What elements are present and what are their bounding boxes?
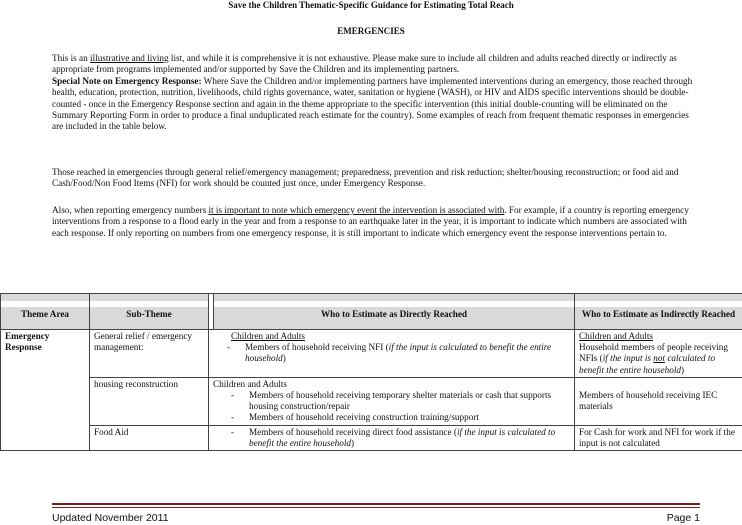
footer-rule-thin <box>52 507 700 508</box>
intro-text-start: This is an <box>52 53 91 63</box>
indirect-cell: Members of household receiving IEC materials <box>575 377 742 425</box>
document-title: Save the Children Thematic-Specific Guidance for Estimating Total Reach <box>228 0 514 10</box>
reporting-underlined-phrase: it is important to note which emergency event the intervention is associated with <box>208 205 505 215</box>
table-row <box>1 330 742 378</box>
header-sub-theme: Sub-Theme <box>90 294 209 330</box>
direct-cell <box>209 330 575 378</box>
subtheme-cell: housing reconstruction <box>90 377 209 425</box>
list-item: - Members of household receiving NFI (if the input is calculated to benefit the entire household) <box>209 342 570 364</box>
list-item: - Members of household receiving temporary shelter materials or cash that supports housing construction/repair <box>213 390 570 412</box>
intro-paragraph <box>52 53 700 133</box>
counting-paragraph: Those reached in emergencies through general relief/emergency management; preparedness, prevention and risk reduction; shelter/housing reconstruction; or food aid and Cash/Food/Non Food Items (NFI) for work should be counted just once, under Emergency Response. <box>52 167 679 189</box>
reporting-paragraph <box>52 205 700 239</box>
direct-cell <box>209 377 575 425</box>
direct-heading: Children and Adults <box>231 331 306 341</box>
table-row <box>1 377 742 425</box>
footer-rule <box>52 503 700 505</box>
list-item: - Members of household receiving direct food assistance (if the input is calculated to benefit the entire household) <box>213 427 570 449</box>
intro-underlined-phrase: illustrative and living <box>90 53 169 63</box>
special-note-text: Where Save the Children and/or implementing partners have implemented interventions during an emergency, those reached through health, education, protection, nutrition, livelihoods, child rights governance, water, sanitation or hygiene (WASH), or HIV and AIDS specific interventions should be double-counted - once in the Emergency Response section and again in the theme appropriate to the specific intervention (this initial double-counting will be eliminated on the Summary Reporting Form in order to produce a final unduplicated reach estimate for the country). Some examples of reach from frequent thematic responses in emergencies are included in the table below. <box>52 75 693 132</box>
indirect-cell: For Cash for work and NFI for work if the input is not calculated <box>575 425 742 450</box>
section-heading: EMERGENCIES <box>337 26 405 36</box>
reporting-text-end: . For example, if a country is reporting emergency interventions from a response to a flood early in the year and from a response to an earthquake later in the year, it is important to indicate which numbers are associated with each response. If only reporting on numbers from one emergency response, it is still important to indicate which emergency event the response interventions pertain to. <box>52 205 689 238</box>
indirect-cell: Children and Adults Household members of people receiving NFIs (if the input is not calculated to benefit the entire household) <box>575 330 742 378</box>
footer-updated: Updated November 2011 <box>52 512 169 524</box>
indirect-heading: Children and Adults <box>579 331 654 341</box>
header-directly-reached: Who to Estimate as Directly Reached <box>214 294 575 330</box>
header-theme-area: Theme Area <box>1 294 90 330</box>
subtheme-cell: Food Aid <box>90 425 209 450</box>
direct-heading: Children and Adults <box>213 378 288 389</box>
special-note-label: Special Note on Emergency Response: <box>52 75 202 86</box>
table-header-row <box>1 294 742 330</box>
theme-area-cell: Emergency Response <box>1 330 90 451</box>
header-indirectly-reached: Who to Estimate as Indirectly Reached <box>575 294 742 330</box>
intro-text-end: list, and while it is comprehensive it is not exhaustive. Please make sure to include all children and adults reached directly or indirectly as appropriate from programs implemented and/or supported by Save the Children and its implementing partners. <box>52 53 677 75</box>
subtheme-cell: General relief / emergency management: <box>90 330 209 378</box>
reporting-text-start: Also, when reporting emergency numbers <box>52 205 209 215</box>
footer-page-number: Page 1 <box>666 512 700 524</box>
table-row <box>1 425 742 450</box>
reach-guidance-table <box>0 293 742 451</box>
list-item: - Members of household receiving construction training/support <box>213 412 570 423</box>
direct-cell <box>209 425 575 450</box>
